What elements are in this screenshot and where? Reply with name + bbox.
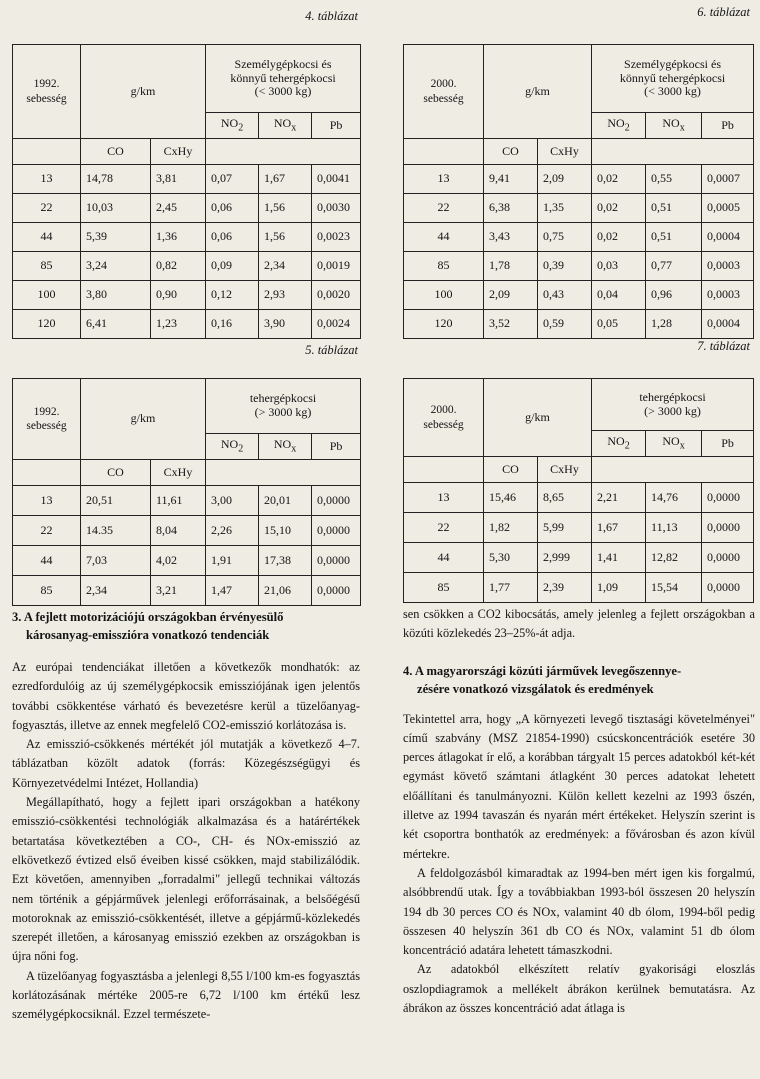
value-cell: 2,34 xyxy=(259,252,312,281)
table-row xyxy=(404,573,754,603)
value-cell: 15,10 xyxy=(259,516,312,546)
value-cell: 0,77 xyxy=(646,252,702,281)
column-header-no2: $NO_2$ xyxy=(592,113,646,139)
table-row xyxy=(404,194,754,223)
column-header-cxhy: CxHy xyxy=(538,139,592,165)
value-cell: 1,41 xyxy=(592,543,646,573)
value-cell: 2,93 xyxy=(259,281,312,310)
value-cell: 1,23 xyxy=(151,310,206,339)
value-cell: 0,0041 xyxy=(312,165,361,194)
speed-cell: 13 xyxy=(13,165,81,194)
column-header-nox: $NO_x$ xyxy=(259,434,312,460)
value-cell: 6,38 xyxy=(484,194,538,223)
table-row xyxy=(404,513,754,543)
value-cell: 12,82 xyxy=(646,543,702,573)
value-cell: 0,51 xyxy=(646,223,702,252)
speed-cell: 100 xyxy=(404,281,484,310)
value-cell: 3,21 xyxy=(151,576,206,606)
value-cell: 1,91 xyxy=(206,546,259,576)
value-cell: 0,82 xyxy=(151,252,206,281)
blank-cell xyxy=(13,460,81,486)
value-cell: 0,16 xyxy=(206,310,259,339)
value-cell: 0,02 xyxy=(592,165,646,194)
column-header-no2: $NO_2$ xyxy=(206,113,259,139)
value-cell: 0,0000 xyxy=(312,576,361,606)
value-cell: 1,56 xyxy=(259,223,312,252)
right-text-column xyxy=(403,605,755,1018)
speed-cell: 120 xyxy=(404,310,484,339)
value-cell: 0,02 xyxy=(592,194,646,223)
blank-cell xyxy=(13,139,81,165)
speed-cell: 22 xyxy=(404,513,484,543)
value-cell: 0,0000 xyxy=(702,543,754,573)
speed-cell: 85 xyxy=(404,252,484,281)
table-row xyxy=(13,194,361,223)
table-4-caption: 4. táblázat xyxy=(305,9,358,23)
column-header-pb: Pb xyxy=(312,113,361,139)
value-cell: 11,61 xyxy=(151,486,206,516)
speed-cell: 13 xyxy=(404,483,484,513)
value-cell: 0,03 xyxy=(592,252,646,281)
value-cell: 1,36 xyxy=(151,223,206,252)
value-cell: 5,30 xyxy=(484,543,538,573)
value-cell: 1,09 xyxy=(592,573,646,603)
value-cell: 0,0000 xyxy=(702,573,754,603)
value-cell: 0,04 xyxy=(592,281,646,310)
value-cell: 3,24 xyxy=(81,252,151,281)
speed-cell: 13 xyxy=(404,165,484,194)
value-cell: 1,67 xyxy=(592,513,646,543)
value-cell: 15,46 xyxy=(484,483,538,513)
unit-header: g/km xyxy=(81,45,206,139)
table-row xyxy=(404,543,754,573)
table-5-caption: 5. táblázat xyxy=(305,343,358,357)
value-cell: 0,05 xyxy=(592,310,646,339)
value-cell: 1,77 xyxy=(484,573,538,603)
table-row xyxy=(404,223,754,252)
value-cell: 0,0000 xyxy=(702,483,754,513)
value-cell: 1,56 xyxy=(259,194,312,223)
speed-cell: 44 xyxy=(13,223,81,252)
table-row xyxy=(13,223,361,252)
table-row xyxy=(13,165,361,194)
value-cell: 15,54 xyxy=(646,573,702,603)
value-cell: 0,0000 xyxy=(312,546,361,576)
speed-cell: 100 xyxy=(13,281,81,310)
value-cell: 0,12 xyxy=(206,281,259,310)
value-cell: 14,76 xyxy=(646,483,702,513)
column-header-cxhy: CxHy xyxy=(151,139,206,165)
table-row xyxy=(13,281,361,310)
value-cell: 0,0023 xyxy=(312,223,361,252)
value-cell: 3,81 xyxy=(151,165,206,194)
value-cell: 0,0004 xyxy=(702,223,754,252)
value-cell: 1,35 xyxy=(538,194,592,223)
value-cell: 0,06 xyxy=(206,223,259,252)
value-cell: 3,00 xyxy=(206,486,259,516)
speed-header: 1992. sebesség xyxy=(13,45,81,139)
value-cell: 0,0003 xyxy=(702,252,754,281)
value-cell: 2,999 xyxy=(538,543,592,573)
value-cell: 0,55 xyxy=(646,165,702,194)
value-cell: 3,43 xyxy=(484,223,538,252)
value-cell: 0,43 xyxy=(538,281,592,310)
column-header-no2: $NO_2$ xyxy=(592,431,646,457)
value-cell: 0,02 xyxy=(592,223,646,252)
value-cell: 2,09 xyxy=(484,281,538,310)
column-header-pb: Pb xyxy=(702,113,754,139)
blank-cell xyxy=(592,457,754,483)
speed-header: 1992. sebesség xyxy=(13,379,81,460)
speed-cell: 85 xyxy=(13,576,81,606)
table-6-caption: 6. táblázat xyxy=(697,5,750,19)
column-header-co: CO xyxy=(81,139,151,165)
speed-cell: 44 xyxy=(404,223,484,252)
value-cell: 0,90 xyxy=(151,281,206,310)
speed-cell: 13 xyxy=(13,486,81,516)
value-cell: 0,0019 xyxy=(312,252,361,281)
speed-cell: 22 xyxy=(404,194,484,223)
blank-cell xyxy=(206,139,361,165)
value-cell: 21,06 xyxy=(259,576,312,606)
speed-header: 2000. sebesség xyxy=(404,45,484,139)
value-cell: 2,09 xyxy=(538,165,592,194)
value-cell: 0,0020 xyxy=(312,281,361,310)
value-cell: 0,0004 xyxy=(702,310,754,339)
value-cell: 0,75 xyxy=(538,223,592,252)
value-cell: 0,0024 xyxy=(312,310,361,339)
column-header-co: CO xyxy=(484,139,538,165)
column-header-pb: Pb xyxy=(702,431,754,457)
category-header: tehergépkocsi (> 3000 kg) xyxy=(206,379,361,434)
speed-header: 2000. sebesség xyxy=(404,379,484,457)
value-cell: 1,82 xyxy=(484,513,538,543)
unit-header: g/km xyxy=(484,379,592,457)
blank-cell xyxy=(404,139,484,165)
table-row xyxy=(13,576,361,606)
value-cell: 8,04 xyxy=(151,516,206,546)
unit-header: g/km xyxy=(81,379,206,460)
value-cell: 0,07 xyxy=(206,165,259,194)
value-cell: 2,39 xyxy=(538,573,592,603)
value-cell: 0,0000 xyxy=(312,486,361,516)
value-cell: 1,78 xyxy=(484,252,538,281)
value-cell: 1,28 xyxy=(646,310,702,339)
blank-cell xyxy=(592,139,754,165)
column-header-pb: Pb xyxy=(312,434,361,460)
blank-cell xyxy=(404,457,484,483)
table-row xyxy=(404,252,754,281)
value-cell: 0,0005 xyxy=(702,194,754,223)
value-cell: 0,51 xyxy=(646,194,702,223)
column-header-co: CO xyxy=(484,457,538,483)
value-cell: 7,03 xyxy=(81,546,151,576)
table-row xyxy=(13,516,361,546)
value-cell: 2,21 xyxy=(592,483,646,513)
value-cell: 6,41 xyxy=(81,310,151,339)
value-cell: 3,80 xyxy=(81,281,151,310)
column-header-cxhy: CxHy xyxy=(538,457,592,483)
value-cell: 9,41 xyxy=(484,165,538,194)
value-cell: 2,34 xyxy=(81,576,151,606)
value-cell: 0,0030 xyxy=(312,194,361,223)
table-4 xyxy=(12,44,361,339)
table-row xyxy=(13,252,361,281)
table-row xyxy=(404,281,754,310)
table-7 xyxy=(403,378,754,603)
value-cell: 0,0000 xyxy=(702,513,754,543)
value-cell: 5,99 xyxy=(538,513,592,543)
paragraph-continuation: sen csökken a CO2 kibocsátás, amely jelenleg a fejlett országokban a közúti közlekedés 23–25%-át adja. xyxy=(403,607,755,641)
value-cell: 0,0003 xyxy=(702,281,754,310)
value-cell: 5,39 xyxy=(81,223,151,252)
paragraph: Megállapítható, hogy a fejlett ipari országokban a hatékony emisszió-csökkentési technológiák alkalmazása és a határértékek betartatása következtében a CO-, CH- és NOx-emisszió az elkövetkező évtized első éveiben kissé csökken, majd stabilizálódik. Ezt követően, amennyiben „forradalmi" jellegű technikai változás nem történik a gépjárművek jelenlegi erőforrásainak, a belsőégésű motoroknak az emisszió-csökkentését, illetve a gépjármű-közlekedés szerepét illetően, a károsanyag emisszió ezekben az országokban is újra nőni fog. xyxy=(12,795,360,964)
speed-cell: 120 xyxy=(13,310,81,339)
paragraph: Tekintettel arra, hogy „A környezeti levegő tisztasági követelményei" című szabvány (MSZ 21854-1990) csúcskoncentrációk esetére 30 perces átlagokat ír elő, a korábban tárgyalt 15 perces adatokból két-két egymást követő számtani átlagként 30 perces adatokat lehetett előállítani és tanulmányozni. Külön kellett kezelni az 1993 őszén, illetve az 1994 tavaszán és nyarán mért értékeket. Helyszín szerint is két csoportra bonthatók az eredmények: a fővárosban és azon kívül mértekre. xyxy=(403,711,755,861)
left-text-column xyxy=(12,608,360,1025)
column-header-nox: $NO_x$ xyxy=(646,113,702,139)
blank-cell xyxy=(206,460,361,486)
section-4-heading: 4. A magyarországi közúti járművek levegőszennye- zésére vonatkozó vizsgálatok és eredmények xyxy=(403,663,682,696)
value-cell: 17,38 xyxy=(259,546,312,576)
column-header-nox: $NO_x$ xyxy=(646,431,702,457)
paragraph: Az adatokból elkészített relatív gyakorisági eloszlás oszlopdiagramok a mellékelt ábrákon kerülnek bemutatásra. Az ábrákon az összes koncentráció adat átlaga is xyxy=(403,962,755,1016)
column-header-co: CO xyxy=(81,460,151,486)
table-4-body xyxy=(13,165,361,339)
paragraph: Az emisszió-csökkenés mértékét jól mutatják a következő 4–7. táblázatban közölt adatok (forrás: Közegészségügyi és Környezetvédelmi Intézet, Hollandia) xyxy=(12,737,360,790)
value-cell: 2,45 xyxy=(151,194,206,223)
paragraph: A feldolgozásból kimaradtak az 1994-ben mért igen kis forgalmú, alsóbbrendű utak. Így a továbbiakban 1993-ból összesen 20 helyszín 194 db 30 perces CO és NOx, valamint 40 db ólom, 1994-ből pedig összesen 40 helyszín 361 db CO és NOx, valamint 51 db ólom koncentráció adatára lehetett támaszkodni. xyxy=(403,865,755,958)
value-cell: 0,59 xyxy=(538,310,592,339)
value-cell: 8,65 xyxy=(538,483,592,513)
table-6-body xyxy=(404,165,754,339)
value-cell: 1,47 xyxy=(206,576,259,606)
value-cell: 0,39 xyxy=(538,252,592,281)
value-cell: 20,51 xyxy=(81,486,151,516)
paragraph: A tüzelőanyag fogyasztásba a jelenlegi 8,55 l/100 km-es fogyasztás korlátozásának mértéke 2005-re 6,72 l/100 km értékű lesz személygépkocsiknál. Ezzel természete- xyxy=(12,968,360,1022)
value-cell: 1,67 xyxy=(259,165,312,194)
value-cell: 14,78 xyxy=(81,165,151,194)
section-3-heading: 3. A fejlett motorizációjú országokban érvényesülő károsanyag-emisszióra vonatkozó tendenciák xyxy=(12,610,284,642)
value-cell: 0,0000 xyxy=(312,516,361,546)
table-6 xyxy=(403,44,754,339)
category-header: Személygépkocsi és könnyű tehergépkocsi (< 3000 kg) xyxy=(206,45,361,113)
value-cell: 0,0007 xyxy=(702,165,754,194)
table-row xyxy=(404,483,754,513)
table-row xyxy=(13,546,361,576)
table-row xyxy=(13,310,361,339)
column-header-no2: $NO_2$ xyxy=(206,434,259,460)
column-header-nox: $NO_x$ xyxy=(259,113,312,139)
value-cell: 14.35 xyxy=(81,516,151,546)
table-row xyxy=(13,486,361,516)
category-header: Személygépkocsi és könnyű tehergépkocsi (< 3000 kg) xyxy=(592,45,754,113)
table-5 xyxy=(12,378,361,606)
value-cell: 10,03 xyxy=(81,194,151,223)
unit-header: g/km xyxy=(484,45,592,139)
table-row xyxy=(404,310,754,339)
speed-cell: 22 xyxy=(13,194,81,223)
table-5-body xyxy=(13,486,361,606)
table-row xyxy=(404,165,754,194)
column-header-cxhy: CxHy xyxy=(151,460,206,486)
value-cell: 0,06 xyxy=(206,194,259,223)
speed-cell: 44 xyxy=(404,543,484,573)
value-cell: 20,01 xyxy=(259,486,312,516)
value-cell: 4,02 xyxy=(151,546,206,576)
value-cell: 3,90 xyxy=(259,310,312,339)
table-7-caption: 7. táblázat xyxy=(697,339,750,353)
value-cell: 0,09 xyxy=(206,252,259,281)
value-cell: 3,52 xyxy=(484,310,538,339)
speed-cell: 22 xyxy=(13,516,81,546)
value-cell: 0,96 xyxy=(646,281,702,310)
table-7-body xyxy=(404,483,754,603)
category-header: tehergépkocsi (> 3000 kg) xyxy=(592,379,754,431)
speed-cell: 85 xyxy=(13,252,81,281)
paragraph: Az európai tendenciákat illetően a következők mondhatók: az ezredfordulóig az új személygépkocsik emissziójának igen jelentős további csökkentése várható és bevezetésre kerül a tüzelőanyag-fogyasztás, illetve az ennek megfelelő CO2-emisszió korlátozása is. xyxy=(12,660,360,732)
value-cell: 2,26 xyxy=(206,516,259,546)
value-cell: 11,13 xyxy=(646,513,702,543)
speed-cell: 44 xyxy=(13,546,81,576)
speed-cell: 85 xyxy=(404,573,484,603)
